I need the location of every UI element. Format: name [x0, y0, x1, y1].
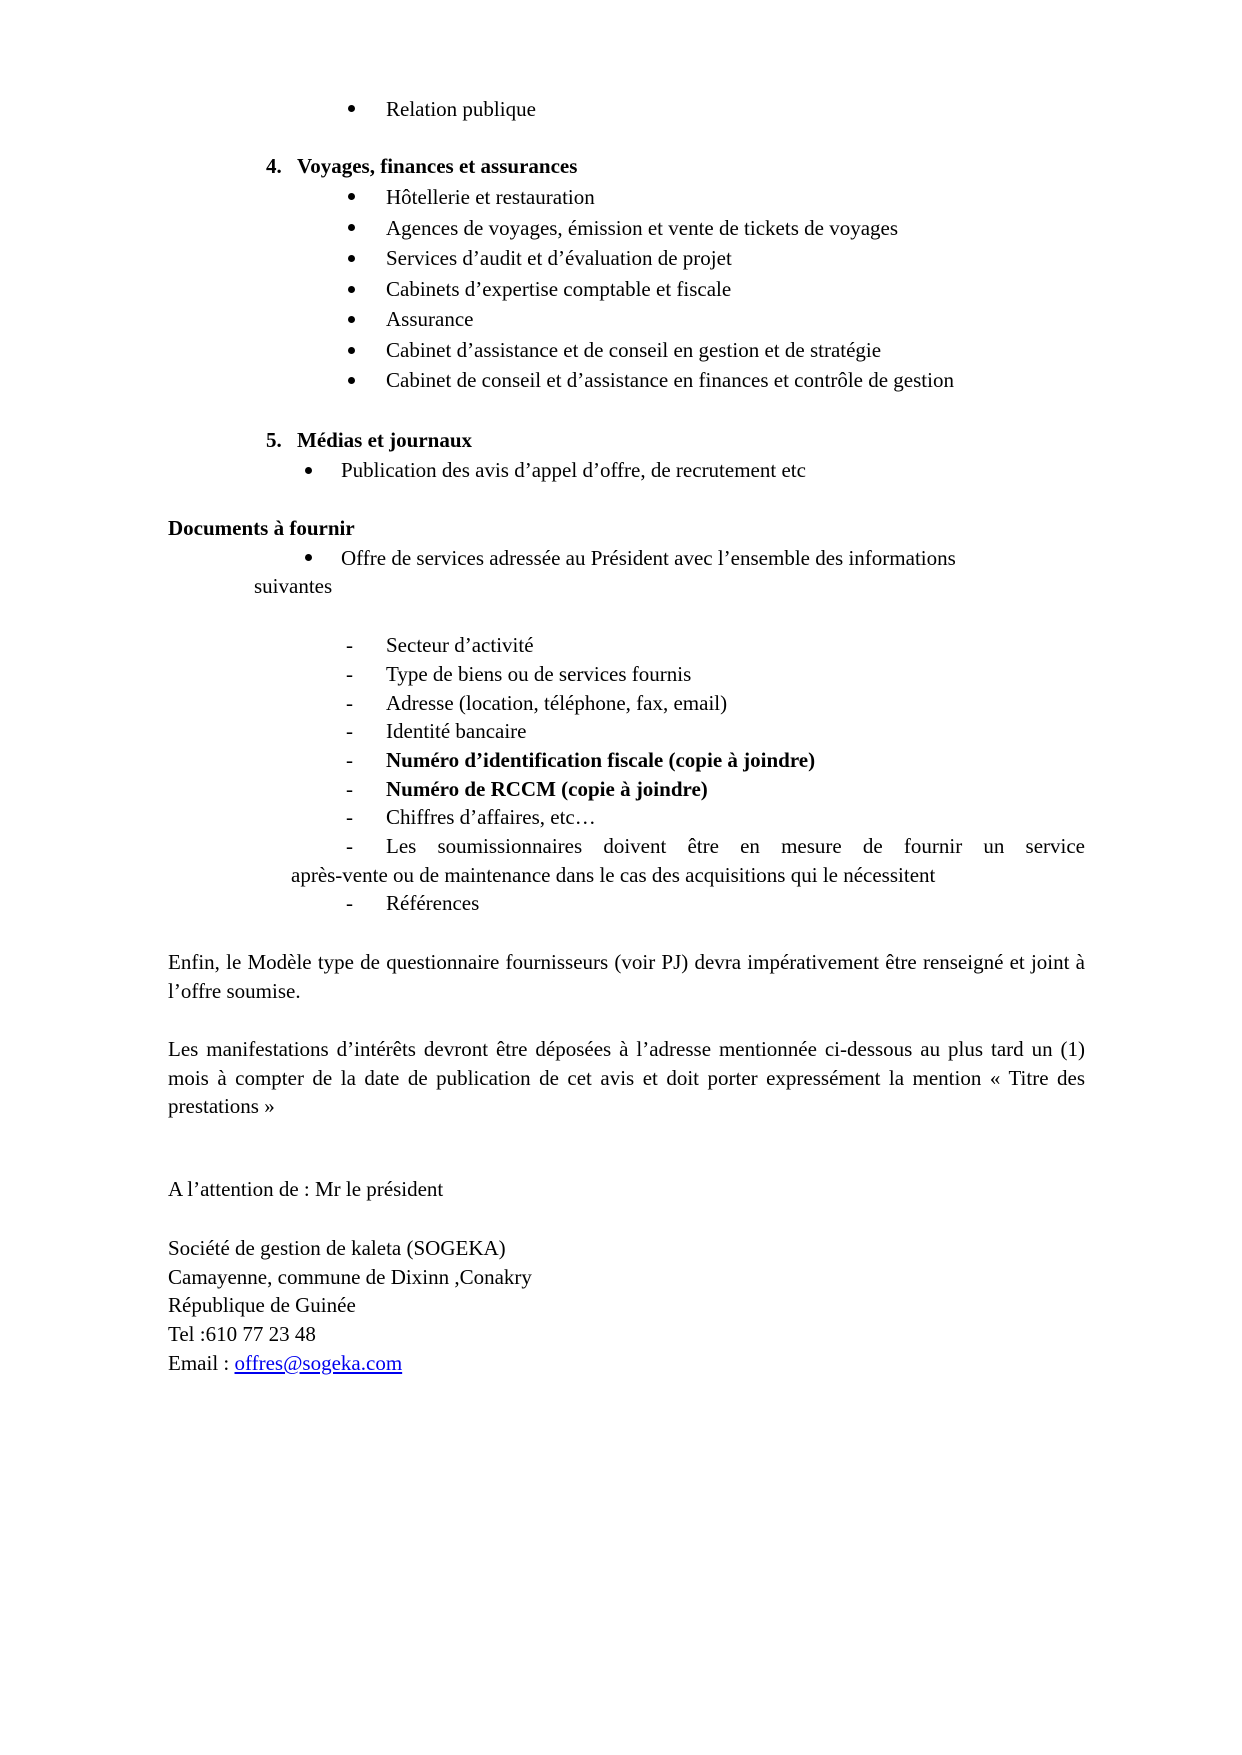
address-tel: Tel :610 77 23 48	[168, 1322, 316, 1346]
list-item: Adresse (location, téléphone, fax, email)	[386, 691, 728, 715]
bullet-icon	[305, 554, 312, 561]
list-item: Relation publique	[386, 97, 536, 121]
bullet-icon	[348, 193, 355, 200]
bullet-icon	[348, 224, 355, 231]
bullet-icon	[348, 105, 355, 112]
dash-icon: -	[346, 834, 353, 858]
paragraph-questionnaire: Enfin, le Modèle type de questionnaire fournisseurs (voir PJ) devra impérativement être renseigné et joint à l’offre soumise.	[168, 950, 1085, 1003]
bullet-icon	[348, 255, 355, 262]
section-title: Médias et journaux	[297, 428, 472, 452]
list-item: Agences de voyages, émission et vente de tickets de voyages	[386, 216, 899, 240]
dash-icon: -	[346, 719, 353, 743]
bullet-icon	[348, 286, 355, 293]
dash-icon: -	[346, 633, 353, 657]
address-email-line	[168, 1350, 402, 1376]
list-item: Secteur d’activité	[386, 633, 534, 657]
list-item: Publication des avis d’appel d’offre, de recrutement etc	[341, 458, 806, 482]
dash-icon: -	[346, 805, 353, 829]
dash-icon: -	[346, 748, 353, 772]
dash-icon: -	[346, 662, 353, 686]
list-item: Services d’audit et d’évaluation de projet	[386, 246, 732, 270]
list-item: Les soumissionnaires doivent être en mesure de fournir un service	[386, 834, 1085, 858]
list-item-continued: après-vente ou de maintenance dans le cas des acquisitions qui le nécessitent	[291, 863, 936, 887]
paragraph-submission: Les manifestations d’intérêts devront être déposées à l’adresse mentionnée ci-dessous au plus tard un (1) mois à compter de la date de publication de cet avis et doit porter expressément la mention « Titre des prestations »	[168, 1037, 1085, 1118]
section-title: Voyages, finances et assurances	[297, 154, 578, 178]
email-label: Email :	[168, 1351, 235, 1375]
list-item: Identité bancaire	[386, 719, 527, 743]
bullet-icon	[348, 377, 355, 384]
bullet-icon	[305, 467, 312, 474]
list-item: Hôtellerie et restauration	[386, 185, 595, 209]
list-item: Type de biens ou de services fournis	[386, 662, 692, 686]
list-item: Chiffres d’affaires, etc…	[386, 805, 596, 829]
dash-icon: -	[346, 691, 353, 715]
list-item: Cabinets d’expertise comptable et fiscale	[386, 277, 732, 301]
dash-icon: -	[346, 891, 353, 915]
section-number: 4.	[266, 154, 282, 178]
dash-icon: -	[346, 777, 353, 801]
documents-intro: Offre de services adressée au Président avec l’ensemble des informations	[341, 546, 956, 570]
list-item: Numéro d’identification fiscale (copie à joindre)	[386, 748, 816, 772]
address-company: Société de gestion de kaleta (SOGEKA)	[168, 1236, 506, 1260]
bullet-icon	[348, 347, 355, 354]
list-item: Cabinet de conseil et d’assistance en finances et contrôle de gestion	[386, 368, 954, 392]
bullet-icon	[348, 316, 355, 323]
list-item: Assurance	[386, 307, 474, 331]
documents-intro-continued: suivantes	[254, 574, 333, 598]
email-link[interactable]: offres@sogeka.com	[234, 1351, 403, 1375]
documents-heading: Documents à fournir	[168, 516, 355, 540]
section-number: 5.	[266, 428, 282, 452]
list-item: Cabinet d’assistance et de conseil en gestion et de stratégie	[386, 338, 882, 362]
address-street: Camayenne, commune de Dixinn ,Conakry	[168, 1265, 532, 1289]
attention-line: A l’attention de : Mr le président	[168, 1177, 444, 1201]
address-country: République de Guinée	[168, 1293, 356, 1317]
list-item: Numéro de RCCM (copie à joindre)	[386, 777, 708, 801]
list-item: Références	[386, 891, 480, 915]
